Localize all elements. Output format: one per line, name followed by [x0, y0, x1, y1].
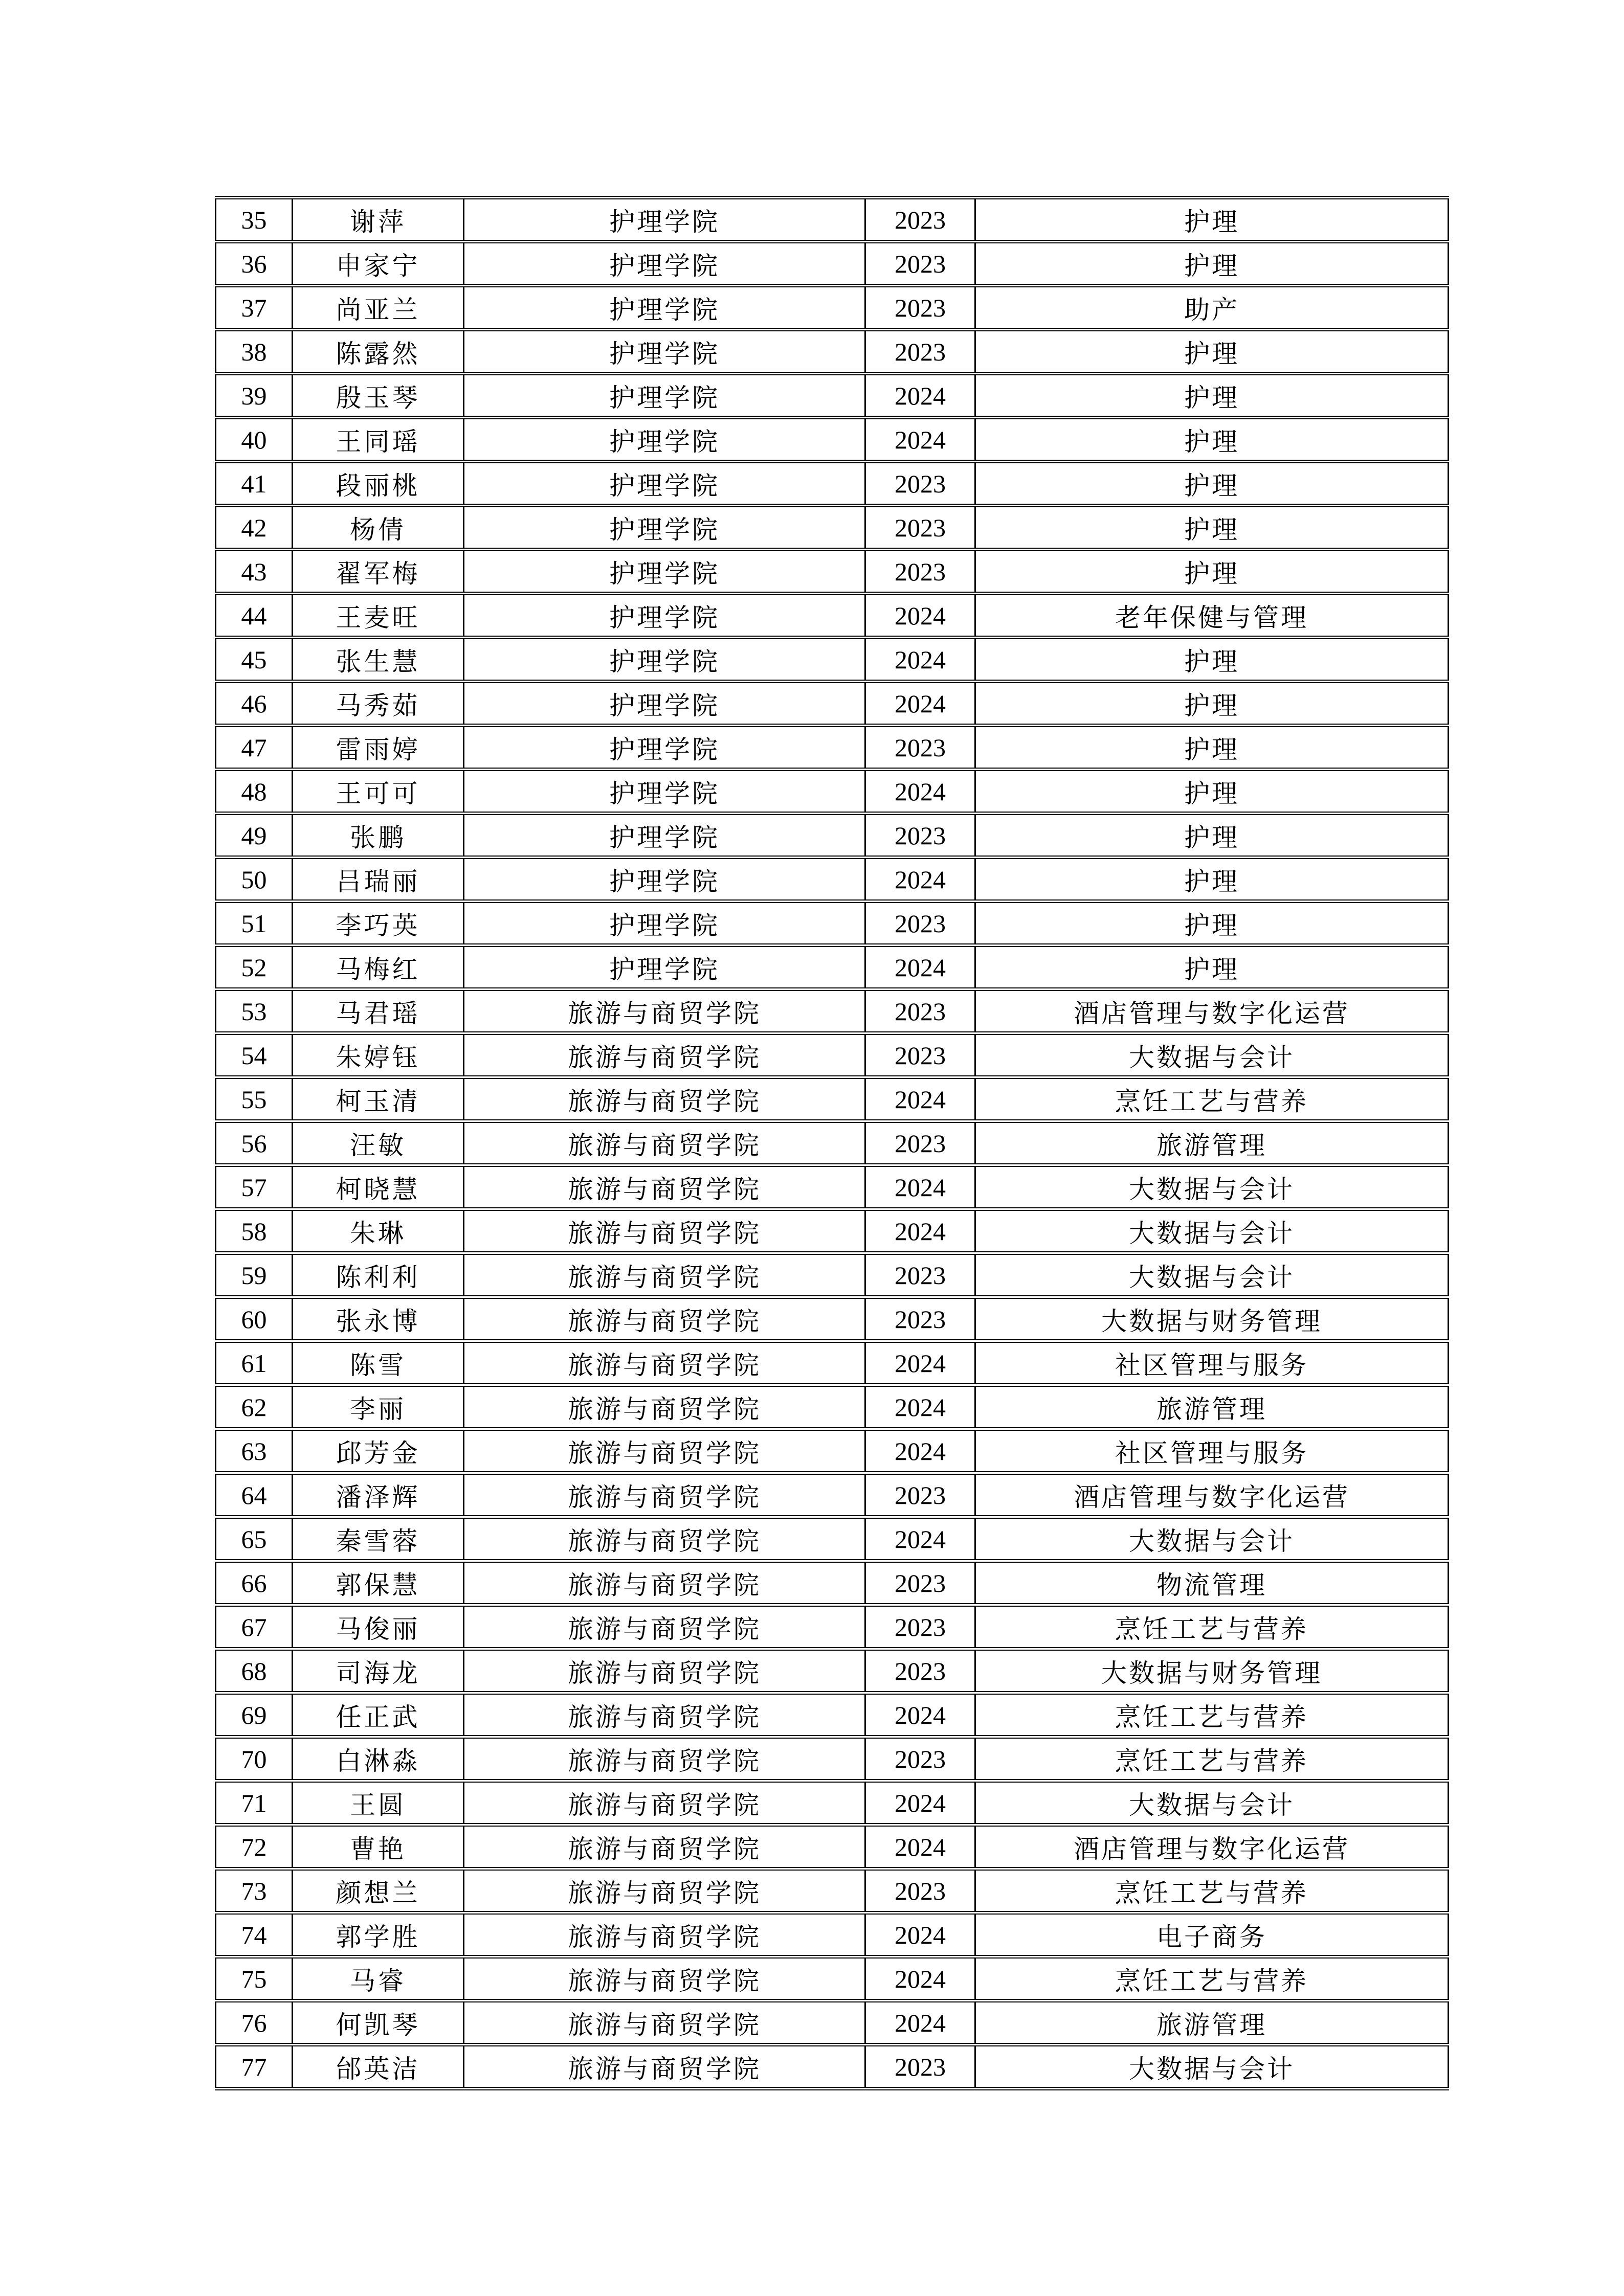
cell-no: 49	[216, 814, 293, 858]
cell-college: 旅游与商贸学院	[464, 1693, 865, 1737]
cell-name: 柯玉清	[293, 1077, 464, 1121]
cell-major: 护理	[975, 418, 1449, 462]
cell-name: 白淋淼	[293, 1737, 464, 1781]
cell-name: 王圆	[293, 1781, 464, 1825]
cell-grade: 2023	[865, 1121, 975, 1165]
cell-college: 护理学院	[464, 286, 865, 330]
cell-major: 大数据与会计	[975, 1517, 1449, 1561]
cell-major: 酒店管理与数字化运营	[975, 989, 1449, 1033]
cell-college: 旅游与商贸学院	[464, 1429, 865, 1473]
cell-name: 殷玉琴	[293, 374, 464, 418]
cell-grade: 2023	[865, 330, 975, 374]
cell-grade: 2023	[865, 462, 975, 506]
cell-major: 旅游管理	[975, 1121, 1449, 1165]
cell-grade: 2023	[865, 726, 975, 770]
cell-grade: 2023	[865, 286, 975, 330]
table-row	[216, 2045, 1449, 2089]
cell-grade: 2023	[865, 1297, 975, 1341]
cell-college: 旅游与商贸学院	[464, 1165, 865, 1209]
cell-no: 66	[216, 1561, 293, 1605]
cell-grade: 2024	[865, 1957, 975, 2001]
cell-no: 68	[216, 1649, 293, 1693]
table-row	[216, 1561, 1449, 1605]
cell-major: 旅游管理	[975, 2001, 1449, 2045]
cell-no: 67	[216, 1605, 293, 1649]
cell-college: 旅游与商贸学院	[464, 2001, 865, 2045]
table-row	[216, 1957, 1449, 2001]
cell-major: 社区管理与服务	[975, 1429, 1449, 1473]
cell-name: 司海龙	[293, 1649, 464, 1693]
cell-major: 大数据与财务管理	[975, 1649, 1449, 1693]
cell-no: 48	[216, 770, 293, 814]
cell-college: 旅游与商贸学院	[464, 1209, 865, 1253]
cell-grade: 2024	[865, 682, 975, 726]
cell-grade: 2023	[865, 814, 975, 858]
cell-name: 马君瑶	[293, 989, 464, 1033]
cell-name: 张生慧	[293, 638, 464, 682]
cell-no: 63	[216, 1429, 293, 1473]
cell-college: 旅游与商贸学院	[464, 1781, 865, 1825]
cell-grade: 2023	[865, 1473, 975, 1517]
cell-grade: 2023	[865, 989, 975, 1033]
cell-major: 护理	[975, 374, 1449, 418]
cell-name: 王可可	[293, 770, 464, 814]
table-row	[216, 858, 1449, 902]
cell-grade: 2023	[865, 506, 975, 550]
cell-major: 旅游管理	[975, 1385, 1449, 1429]
student-roster-body	[216, 198, 1449, 2089]
cell-college: 旅游与商贸学院	[464, 1473, 865, 1517]
cell-grade: 2024	[865, 418, 975, 462]
cell-major: 电子商务	[975, 1913, 1449, 1957]
cell-grade: 2023	[865, 2045, 975, 2089]
cell-college: 护理学院	[464, 814, 865, 858]
cell-major: 大数据与会计	[975, 1033, 1449, 1077]
cell-major: 护理	[975, 770, 1449, 814]
cell-grade: 2024	[865, 2001, 975, 2045]
cell-name: 何凯琴	[293, 2001, 464, 2045]
cell-major: 烹饪工艺与营养	[975, 1957, 1449, 2001]
table-row	[216, 1077, 1449, 1121]
cell-grade: 2024	[865, 770, 975, 814]
cell-major: 护理	[975, 814, 1449, 858]
table-row	[216, 814, 1449, 858]
cell-no: 43	[216, 550, 293, 594]
cell-name: 谢萍	[293, 198, 464, 242]
cell-major: 护理	[975, 242, 1449, 286]
cell-major: 护理	[975, 550, 1449, 594]
cell-name: 翟军梅	[293, 550, 464, 594]
cell-college: 旅游与商贸学院	[464, 1033, 865, 1077]
cell-grade: 2024	[865, 1781, 975, 1825]
cell-name: 申家宁	[293, 242, 464, 286]
cell-major: 烹饪工艺与营养	[975, 1605, 1449, 1649]
cell-college: 旅游与商贸学院	[464, 2045, 865, 2089]
cell-grade: 2023	[865, 1869, 975, 1913]
cell-college: 旅游与商贸学院	[464, 1605, 865, 1649]
cell-major: 大数据与会计	[975, 1781, 1449, 1825]
cell-no: 37	[216, 286, 293, 330]
cell-college: 护理学院	[464, 594, 865, 638]
cell-college: 旅游与商贸学院	[464, 989, 865, 1033]
table-row	[216, 946, 1449, 989]
table-row	[216, 2001, 1449, 2045]
table-row	[216, 770, 1449, 814]
cell-grade: 2023	[865, 1737, 975, 1781]
cell-grade: 2024	[865, 594, 975, 638]
cell-no: 58	[216, 1209, 293, 1253]
cell-college: 旅游与商贸学院	[464, 1297, 865, 1341]
cell-no: 61	[216, 1341, 293, 1385]
cell-college: 护理学院	[464, 946, 865, 989]
table-row	[216, 1121, 1449, 1165]
cell-no: 71	[216, 1781, 293, 1825]
cell-name: 郭保慧	[293, 1561, 464, 1605]
cell-major: 护理	[975, 682, 1449, 726]
table-row	[216, 1517, 1449, 1561]
table-row	[216, 1605, 1449, 1649]
cell-no: 51	[216, 902, 293, 946]
cell-major: 烹饪工艺与营养	[975, 1737, 1449, 1781]
cell-grade: 2024	[865, 1693, 975, 1737]
cell-no: 45	[216, 638, 293, 682]
cell-grade: 2023	[865, 1561, 975, 1605]
cell-no: 53	[216, 989, 293, 1033]
cell-no: 50	[216, 858, 293, 902]
cell-college: 旅游与商贸学院	[464, 1121, 865, 1165]
cell-college: 护理学院	[464, 858, 865, 902]
cell-grade: 2024	[865, 946, 975, 989]
cell-no: 41	[216, 462, 293, 506]
cell-major: 烹饪工艺与营养	[975, 1693, 1449, 1737]
cell-no: 35	[216, 198, 293, 242]
cell-major: 护理	[975, 330, 1449, 374]
table-row	[216, 1385, 1449, 1429]
cell-name: 郭学胜	[293, 1913, 464, 1957]
table-row	[216, 1429, 1449, 1473]
cell-no: 72	[216, 1825, 293, 1869]
cell-college: 护理学院	[464, 330, 865, 374]
cell-grade: 2024	[865, 374, 975, 418]
cell-name: 颜想兰	[293, 1869, 464, 1913]
table-row	[216, 1693, 1449, 1737]
student-roster-table	[215, 196, 1449, 2090]
cell-major: 护理	[975, 946, 1449, 989]
table-row	[216, 1737, 1449, 1781]
cell-no: 65	[216, 1517, 293, 1561]
cell-no: 74	[216, 1913, 293, 1957]
cell-college: 护理学院	[464, 682, 865, 726]
cell-college: 旅游与商贸学院	[464, 1385, 865, 1429]
cell-no: 54	[216, 1033, 293, 1077]
table-row	[216, 506, 1449, 550]
cell-no: 46	[216, 682, 293, 726]
cell-college: 旅游与商贸学院	[464, 1869, 865, 1913]
cell-no: 42	[216, 506, 293, 550]
cell-grade: 2024	[865, 1913, 975, 1957]
cell-major: 酒店管理与数字化运营	[975, 1473, 1449, 1517]
cell-college: 旅游与商贸学院	[464, 1341, 865, 1385]
cell-college: 护理学院	[464, 506, 865, 550]
cell-name: 陈露然	[293, 330, 464, 374]
cell-major: 物流管理	[975, 1561, 1449, 1605]
table-row	[216, 198, 1449, 242]
cell-no: 47	[216, 726, 293, 770]
table-row	[216, 418, 1449, 462]
cell-college: 护理学院	[464, 374, 865, 418]
cell-name: 吕瑞丽	[293, 858, 464, 902]
cell-grade: 2024	[865, 858, 975, 902]
cell-no: 59	[216, 1253, 293, 1297]
cell-college: 旅游与商贸学院	[464, 1517, 865, 1561]
cell-grade: 2023	[865, 902, 975, 946]
cell-name: 柯晓慧	[293, 1165, 464, 1209]
cell-major: 大数据与会计	[975, 1209, 1449, 1253]
cell-grade: 2024	[865, 1209, 975, 1253]
cell-grade: 2023	[865, 1253, 975, 1297]
cell-grade: 2023	[865, 1649, 975, 1693]
cell-no: 38	[216, 330, 293, 374]
cell-name: 段丽桃	[293, 462, 464, 506]
cell-grade: 2024	[865, 1385, 975, 1429]
table-row	[216, 286, 1449, 330]
cell-name: 尚亚兰	[293, 286, 464, 330]
cell-grade: 2023	[865, 242, 975, 286]
cell-no: 75	[216, 1957, 293, 2001]
cell-no: 64	[216, 1473, 293, 1517]
cell-name: 李巧英	[293, 902, 464, 946]
cell-name: 潘泽辉	[293, 1473, 464, 1517]
cell-name: 陈雪	[293, 1341, 464, 1385]
cell-name: 秦雪蓉	[293, 1517, 464, 1561]
cell-grade: 2024	[865, 1341, 975, 1385]
table-row	[216, 1869, 1449, 1913]
cell-name: 任正武	[293, 1693, 464, 1737]
cell-college: 护理学院	[464, 242, 865, 286]
cell-no: 56	[216, 1121, 293, 1165]
cell-major: 护理	[975, 198, 1449, 242]
cell-name: 马睿	[293, 1957, 464, 2001]
cell-name: 李丽	[293, 1385, 464, 1429]
cell-grade: 2024	[865, 1165, 975, 1209]
table-row	[216, 374, 1449, 418]
table-row	[216, 594, 1449, 638]
cell-college: 护理学院	[464, 902, 865, 946]
cell-college: 护理学院	[464, 638, 865, 682]
cell-no: 55	[216, 1077, 293, 1121]
table-row	[216, 1209, 1449, 1253]
cell-grade: 2023	[865, 550, 975, 594]
table-row	[216, 1781, 1449, 1825]
cell-college: 旅游与商贸学院	[464, 1649, 865, 1693]
cell-college: 护理学院	[464, 462, 865, 506]
table-row	[216, 1473, 1449, 1517]
table-row	[216, 1913, 1449, 1957]
cell-grade: 2024	[865, 1429, 975, 1473]
cell-major: 老年保健与管理	[975, 594, 1449, 638]
table-row	[216, 1649, 1449, 1693]
cell-college: 旅游与商贸学院	[464, 1913, 865, 1957]
table-row	[216, 1033, 1449, 1077]
table-row	[216, 989, 1449, 1033]
cell-name: 朱琳	[293, 1209, 464, 1253]
table-row	[216, 1825, 1449, 1869]
cell-college: 护理学院	[464, 726, 865, 770]
table-row	[216, 682, 1449, 726]
cell-name: 雷雨婷	[293, 726, 464, 770]
table-row	[216, 638, 1449, 682]
cell-grade: 2024	[865, 1077, 975, 1121]
cell-no: 39	[216, 374, 293, 418]
cell-name: 邰英洁	[293, 2045, 464, 2089]
table-row	[216, 1297, 1449, 1341]
cell-name: 杨倩	[293, 506, 464, 550]
cell-grade: 2024	[865, 1517, 975, 1561]
cell-name: 马梅红	[293, 946, 464, 989]
cell-major: 护理	[975, 506, 1449, 550]
cell-name: 朱婷钰	[293, 1033, 464, 1077]
cell-name: 曹艳	[293, 1825, 464, 1869]
cell-major: 社区管理与服务	[975, 1341, 1449, 1385]
cell-name: 马秀茹	[293, 682, 464, 726]
cell-major: 护理	[975, 638, 1449, 682]
cell-college: 护理学院	[464, 550, 865, 594]
cell-grade: 2023	[865, 1033, 975, 1077]
cell-name: 王麦旺	[293, 594, 464, 638]
cell-college: 旅游与商贸学院	[464, 1253, 865, 1297]
cell-major: 护理	[975, 726, 1449, 770]
cell-no: 70	[216, 1737, 293, 1781]
cell-name: 汪敏	[293, 1121, 464, 1165]
cell-no: 36	[216, 242, 293, 286]
table-row	[216, 902, 1449, 946]
cell-major: 烹饪工艺与营养	[975, 1869, 1449, 1913]
table-row	[216, 550, 1449, 594]
cell-college: 旅游与商贸学院	[464, 1957, 865, 2001]
cell-grade: 2023	[865, 1605, 975, 1649]
cell-no: 40	[216, 418, 293, 462]
cell-no: 60	[216, 1297, 293, 1341]
cell-no: 62	[216, 1385, 293, 1429]
cell-major: 助产	[975, 286, 1449, 330]
table-row	[216, 242, 1449, 286]
cell-college: 旅游与商贸学院	[464, 1825, 865, 1869]
cell-college: 旅游与商贸学院	[464, 1077, 865, 1121]
cell-grade: 2024	[865, 1825, 975, 1869]
cell-no: 44	[216, 594, 293, 638]
cell-college: 护理学院	[464, 198, 865, 242]
cell-major: 烹饪工艺与营养	[975, 1077, 1449, 1121]
cell-major: 大数据与财务管理	[975, 1297, 1449, 1341]
cell-name: 马俊丽	[293, 1605, 464, 1649]
cell-college: 旅游与商贸学院	[464, 1561, 865, 1605]
table-row	[216, 1165, 1449, 1209]
cell-no: 77	[216, 2045, 293, 2089]
table-row	[216, 330, 1449, 374]
cell-no: 57	[216, 1165, 293, 1209]
cell-no: 52	[216, 946, 293, 989]
table-row	[216, 1253, 1449, 1297]
cell-name: 陈利利	[293, 1253, 464, 1297]
cell-no: 76	[216, 2001, 293, 2045]
cell-name: 王同瑶	[293, 418, 464, 462]
cell-major: 大数据与会计	[975, 2045, 1449, 2089]
table-row	[216, 462, 1449, 506]
cell-major: 酒店管理与数字化运营	[975, 1825, 1449, 1869]
cell-major: 护理	[975, 462, 1449, 506]
cell-major: 大数据与会计	[975, 1253, 1449, 1297]
cell-college: 护理学院	[464, 770, 865, 814]
table-row	[216, 726, 1449, 770]
cell-grade: 2023	[865, 198, 975, 242]
cell-name: 张鹏	[293, 814, 464, 858]
table-row	[216, 1341, 1449, 1385]
cell-name: 邱芳金	[293, 1429, 464, 1473]
cell-major: 护理	[975, 858, 1449, 902]
cell-name: 张永博	[293, 1297, 464, 1341]
cell-no: 73	[216, 1869, 293, 1913]
cell-no: 69	[216, 1693, 293, 1737]
cell-major: 大数据与会计	[975, 1165, 1449, 1209]
cell-college: 护理学院	[464, 418, 865, 462]
cell-major: 护理	[975, 902, 1449, 946]
cell-college: 旅游与商贸学院	[464, 1737, 865, 1781]
cell-grade: 2024	[865, 638, 975, 682]
